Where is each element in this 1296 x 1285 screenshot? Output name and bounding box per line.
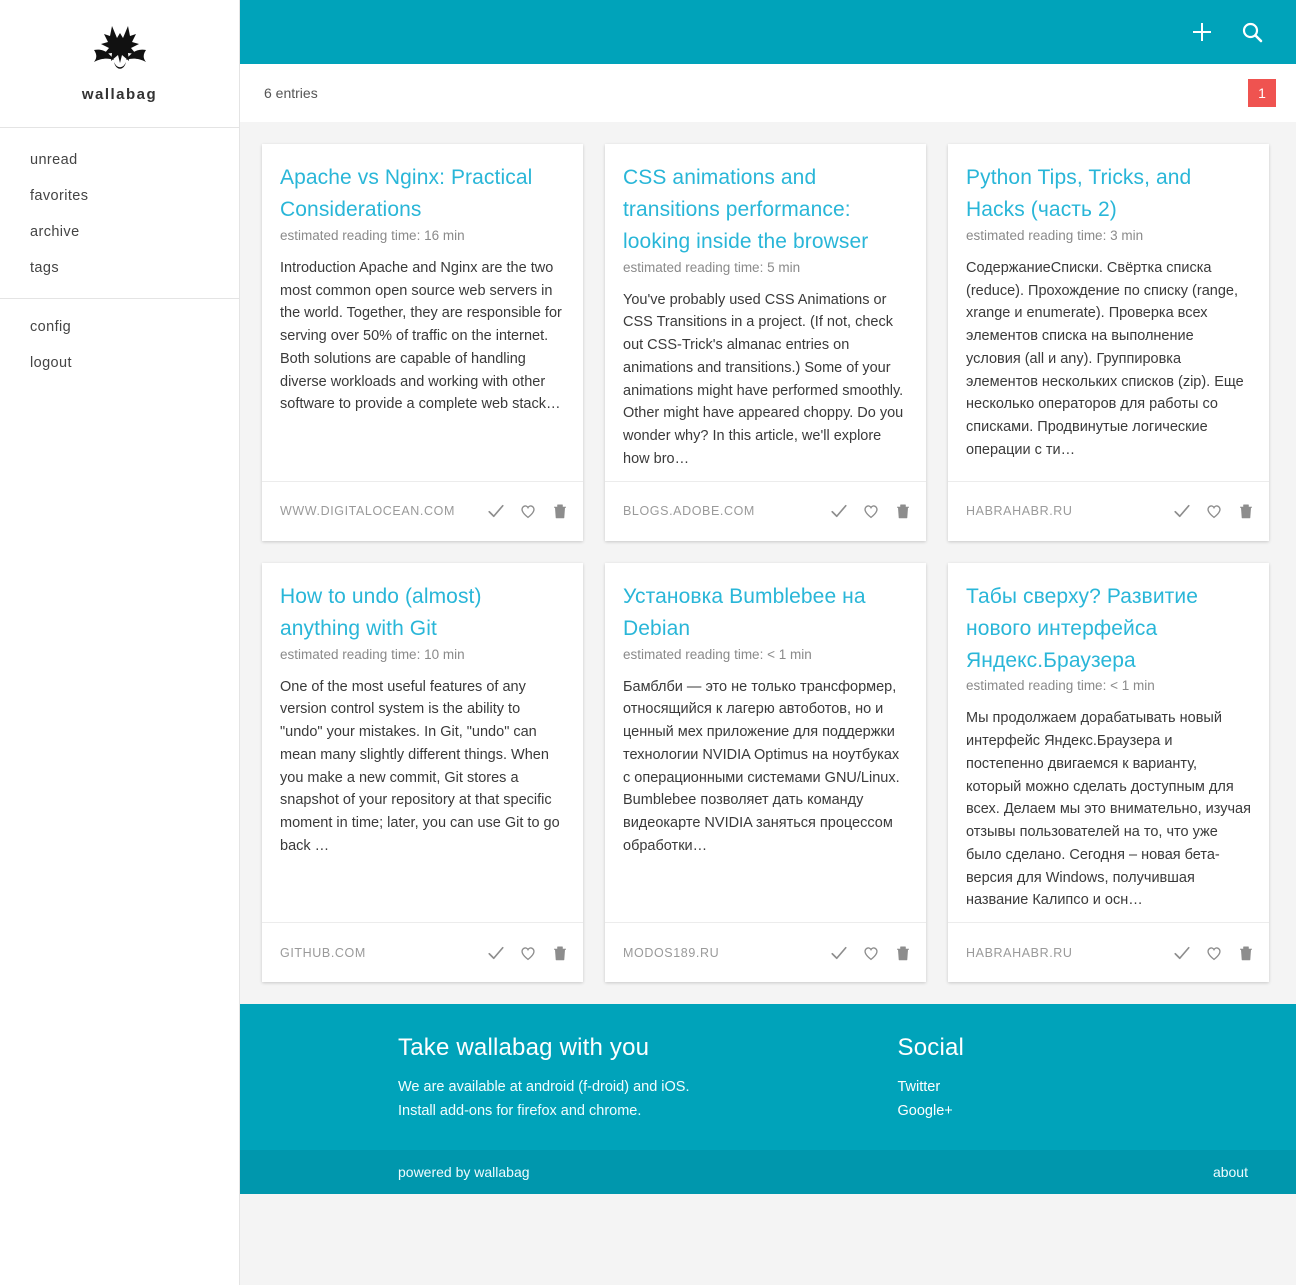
search-icon xyxy=(1240,20,1264,44)
heart-icon xyxy=(519,502,537,520)
entry-excerpt: СодержаниеСписки. Свёртка списка (reduce). Прохождение по списку (range, xrange и enumerate). Проверка всех элементов списка на выполнение условия (all и any). Группировка элементов нескольких списков (zip). Еще несколько операторов для работы со списками. Продвинутые логические операции с ти… xyxy=(966,259,1244,458)
entry-card-footer xyxy=(948,481,1269,541)
footer-col-apps xyxy=(398,1034,690,1124)
footer-col-social xyxy=(898,1034,965,1124)
entry-card-footer xyxy=(948,922,1269,982)
heart-icon xyxy=(1205,502,1223,520)
check-icon xyxy=(830,944,848,962)
favorite-button[interactable] xyxy=(862,944,880,962)
footer-apps-line2: Install add-ons for firefox and chrome. xyxy=(398,1103,642,1120)
check-icon xyxy=(830,502,848,520)
entry-title[interactable]: Табы сверху? Развитие нового интерфейса Яндекс.Браузера xyxy=(966,584,1198,672)
page-number-badge[interactable]: 1 xyxy=(1248,79,1276,107)
entry-card[interactable] xyxy=(948,144,1269,541)
entry-domain: WWW.DIGITALOCEAN.COM xyxy=(280,504,455,519)
entry-title[interactable]: CSS animations and transitions performance: looking inside the browser xyxy=(623,166,869,253)
mark-as-read-button[interactable] xyxy=(487,944,505,962)
app-logo[interactable] xyxy=(0,0,239,128)
app-name: wallabag xyxy=(81,86,158,103)
mark-as-read-button[interactable] xyxy=(1173,944,1191,962)
sidebar-item-archive[interactable]: archive xyxy=(30,224,80,240)
delete-button[interactable] xyxy=(1237,502,1255,520)
entry-card-body xyxy=(605,144,926,481)
footer-apps-line1: We are available at android (f-droid) and iOS. xyxy=(398,1079,690,1096)
entry-card[interactable] xyxy=(605,563,926,982)
entry-reading-time: estimated reading time: < 1 min xyxy=(623,646,812,662)
delete-button[interactable] xyxy=(894,502,912,520)
favorite-button[interactable] xyxy=(1205,944,1223,962)
heart-icon xyxy=(1205,944,1223,962)
entry-excerpt: You've probably used CSS Animations or CSS Transitions in a project. (If not, check out CSS-Trick's almanac entries on animations and transitions.) Some of your animations might have performed smoothly. Other might have appeared choppy. Do you wonder why? In this article, we'll explore how bro… xyxy=(623,291,904,467)
entry-card[interactable] xyxy=(262,563,583,982)
sidebar xyxy=(0,0,240,1285)
entry-title[interactable]: Python Tips, Tricks, and Hacks (часть 2) xyxy=(966,166,1192,221)
trash-icon xyxy=(551,502,569,520)
entry-excerpt: Бамблби — это не только трансформер, относящийся к лагерю автоботов, но и ценный мех приложение для поддержки технологии NVIDIA Optimus на ноутбуках с операционными системами GNU/Linux. Bumblebee позволяет дать команду видеокарте NVIDIA заняться процессом обработки… xyxy=(623,678,900,854)
delete-button[interactable] xyxy=(894,944,912,962)
entry-actions xyxy=(487,944,569,962)
entry-card-footer xyxy=(262,481,583,541)
entry-card-body xyxy=(948,563,1269,922)
mark-as-read-button[interactable] xyxy=(1173,502,1191,520)
trash-icon xyxy=(1237,502,1255,520)
about-link[interactable]: about xyxy=(1212,1164,1248,1181)
sidebar-divider xyxy=(0,298,239,299)
delete-button[interactable] xyxy=(1237,944,1255,962)
entry-domain: HABRAHABR.RU xyxy=(966,504,1073,519)
footer-columns xyxy=(240,1034,1296,1124)
trash-icon xyxy=(1237,944,1255,962)
search-button[interactable] xyxy=(1230,10,1274,54)
entries-count: 6 entries xyxy=(264,85,318,101)
footer-link-twitter[interactable]: Twitter xyxy=(897,1079,941,1096)
favorite-button[interactable] xyxy=(862,502,880,520)
entry-excerpt: Мы продолжаем дорабатывать новый интерфейс Яндекс.Браузера и постепенно двигаемся к варианту, который можно сделать доступным для всех. Делаем мы это внимательно, изучая отзывы пользователей на то, что уже было сделано. Сегодня – новая бета-версия для Windows, получившая название Калипсо и осн… xyxy=(966,710,1251,909)
entry-card-body xyxy=(605,563,926,922)
entry-domain: BLOGS.ADOBE.COM xyxy=(623,504,755,519)
entry-card-footer xyxy=(605,481,926,541)
sidebar-item-tags[interactable]: tags xyxy=(30,260,60,276)
mark-as-read-button[interactable] xyxy=(487,502,505,520)
footer-apps-title: Take wallabag with you xyxy=(398,1034,650,1062)
heart-icon xyxy=(862,502,880,520)
trash-icon xyxy=(894,944,912,962)
entry-actions xyxy=(1173,502,1255,520)
entry-domain: HABRAHABR.RU xyxy=(966,945,1073,960)
trash-icon xyxy=(894,502,912,520)
entry-reading-time: estimated reading time: 10 min xyxy=(280,646,465,662)
favorite-button[interactable] xyxy=(519,502,537,520)
entry-title[interactable]: Apache vs Nginx: Practical Considerations xyxy=(280,166,533,221)
entries-grid xyxy=(262,144,1274,982)
footer-social-title: Social xyxy=(897,1034,965,1062)
page-footer xyxy=(240,1004,1296,1150)
entry-reading-time: estimated reading time: < 1 min xyxy=(966,678,1155,694)
sidebar-nav-primary xyxy=(0,128,239,286)
sidebar-item-config[interactable]: config xyxy=(30,319,72,335)
entry-actions xyxy=(830,502,912,520)
entry-excerpt: One of the most useful features of any version control system is the ability to "undo" your mistakes. In Git, "undo" can mean many slightly different things. When you make a new commit, Git stores a snapshot of your repository at that specific moment in time; later, you can use Git to go back … xyxy=(280,678,560,854)
entry-reading-time: estimated reading time: 5 min xyxy=(623,259,801,275)
top-bar xyxy=(240,0,1296,64)
entry-domain: GITHUB.COM xyxy=(280,945,366,960)
entry-actions xyxy=(830,944,912,962)
sidebar-nav-secondary xyxy=(0,309,239,381)
entry-card-body xyxy=(262,563,583,922)
check-icon xyxy=(487,944,505,962)
entries-grid-area xyxy=(240,122,1296,982)
trash-icon xyxy=(551,944,569,962)
entry-card[interactable] xyxy=(605,144,926,541)
delete-button[interactable] xyxy=(551,502,569,520)
powered-by-label: powered by wallabag xyxy=(398,1164,530,1181)
entry-actions xyxy=(487,502,569,520)
check-icon xyxy=(1173,944,1191,962)
check-icon xyxy=(1173,502,1191,520)
entry-reading-time: estimated reading time: 3 min xyxy=(966,227,1144,243)
mark-as-read-button[interactable] xyxy=(830,944,848,962)
main-content xyxy=(240,0,1296,1285)
entry-title[interactable]: Установка Bumblebee на Debian xyxy=(623,584,866,640)
add-entry-button[interactable] xyxy=(1180,10,1224,54)
entry-card-footer xyxy=(605,922,926,982)
entry-reading-time: estimated reading time: 16 min xyxy=(280,227,465,243)
footer-link-googleplus[interactable]: Google+ xyxy=(897,1103,953,1120)
sidebar-item-logout[interactable]: logout xyxy=(30,355,72,371)
favorite-button[interactable] xyxy=(1205,502,1223,520)
entry-card-body xyxy=(262,144,583,481)
entry-actions xyxy=(1173,944,1255,962)
entry-excerpt: Introduction Apache and Nginx are the two most common open source web servers in the world. Together, they are responsible for serving over 50% of traffic on the internet. Both solutions are capable of handling diverse workloads and working with other software to provide a complete web stack… xyxy=(280,259,562,413)
heart-icon xyxy=(519,944,537,962)
sidebar-item-unread[interactable]: unread xyxy=(30,152,78,168)
favorite-button[interactable] xyxy=(519,944,537,962)
entry-card-body xyxy=(948,144,1269,481)
plus-icon xyxy=(1190,20,1214,44)
heart-icon xyxy=(862,944,880,962)
footer-bottom-bar xyxy=(240,1150,1296,1194)
check-icon xyxy=(487,502,505,520)
wallabag-bat-logo-icon xyxy=(84,24,156,82)
entries-bar xyxy=(240,64,1296,122)
delete-button[interactable] xyxy=(551,944,569,962)
mark-as-read-button[interactable] xyxy=(830,502,848,520)
entry-card-footer xyxy=(262,922,583,982)
entry-card[interactable] xyxy=(948,563,1269,982)
entry-title[interactable]: How to undo (almost) anything with Git xyxy=(280,584,482,640)
entry-card[interactable] xyxy=(262,144,583,541)
entry-domain: MODOS189.RU xyxy=(623,945,720,960)
sidebar-item-favorites[interactable]: favorites xyxy=(30,188,89,204)
